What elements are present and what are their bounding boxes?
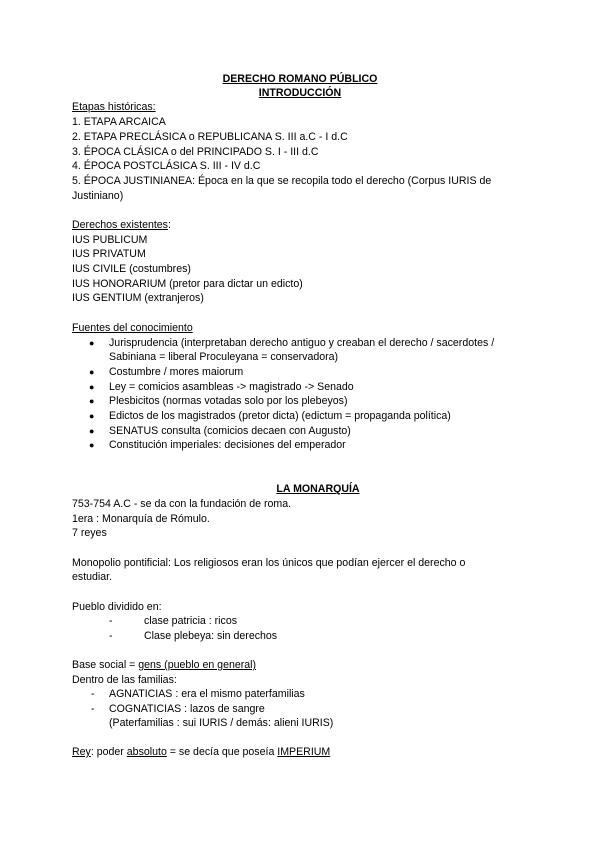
rey-text: = se decía que poseía: [166, 746, 278, 758]
bullet-icon: ●: [89, 338, 95, 348]
base-social-line: [72, 659, 256, 672]
etapas-heading: Etapas históricas:: [72, 101, 156, 113]
monarquia-line: 1era : Monarquía de Rómulo.: [72, 513, 210, 525]
fuente-item: SENATUS consulta (comicios decaen con Augusto): [109, 425, 351, 437]
derechos-heading-text: Derechos existentes: [72, 219, 168, 231]
bullet-icon: ●: [89, 396, 95, 406]
familias-heading: Dentro de las familias:: [72, 674, 177, 686]
familia-note: (Paterfamilias : sui IURIS / demás: alieni IURIS): [109, 717, 334, 729]
fuente-item: Constitución imperiales: decisiones del emperador: [109, 439, 346, 451]
etapa-item: 3. ÉPOCA CLÁSICA o del PRINCIPADO S. I - III d.C: [72, 146, 319, 158]
etapa-item: 4. ÉPOCA POSTCLÁSICA S. III - IV d.C: [72, 160, 261, 172]
document-title: DERECHO ROMANO PÚBLICO: [222, 73, 378, 85]
fuente-item: Plesbicitos (normas votadas solo por los plebeyos): [109, 395, 348, 407]
derecho-item: IUS PRIVATUM: [72, 248, 146, 260]
pueblo-item: Clase plebeya: sin derechos: [144, 630, 278, 642]
derecho-item: IUS GENTIUM (extranjeros): [72, 292, 204, 304]
bullet-icon: ●: [89, 411, 95, 421]
etapa-item: 1. ETAPA ARCAICA: [72, 116, 166, 128]
familia-item: AGNATICIAS : era el mismo paterfamilias: [109, 688, 305, 700]
bullet-icon: ●: [89, 367, 95, 377]
rey-absoluto: absoluto: [126, 746, 167, 758]
familia-item: COGNATICIAS : lazos de sangre: [109, 703, 265, 715]
etapa-item-continuation: Justiniano): [72, 190, 124, 202]
rey-imperium: IMPERIUM: [277, 746, 331, 758]
monarquia-heading: LA MONARQUÍA: [276, 483, 360, 495]
derecho-item: IUS CIVILE (costumbres): [72, 263, 191, 275]
pueblo-item: clase patricia : ricos: [144, 615, 238, 627]
base-social-prefix: Base social =: [72, 659, 139, 671]
bullet-icon: ●: [89, 440, 95, 450]
fuente-item: Jurisprudencia (interpretaban derecho antiguo y creaban el derecho / sacerdotes /: [109, 337, 495, 349]
fuente-item: Costumbre / mores maiorum: [109, 366, 244, 378]
rey-text: : poder: [90, 746, 127, 758]
dash-marker: -: [109, 615, 113, 627]
derechos-heading: [72, 219, 171, 232]
pueblo-heading: Pueblo dividido en:: [72, 601, 162, 613]
dash-marker: -: [91, 703, 95, 715]
document-subtitle: INTRODUCCIÓN: [258, 87, 342, 99]
monopolio-line: Monopolio pontificial: Los religiosos eran los únicos que podían ejercer el derecho o: [72, 557, 466, 569]
fuente-item-continuation: Sabiniana = liberal Proculeyana = conservadora): [109, 351, 339, 363]
fuentes-heading: Fuentes del conocimiento: [72, 322, 193, 334]
fuente-item: Ley = comicios asambleas -> magistrado -> Senado: [109, 381, 354, 393]
monopolio-line-continuation: estudiar.: [72, 571, 113, 583]
bullet-icon: ●: [89, 382, 95, 392]
derechos-heading-colon: :: [167, 219, 171, 231]
derecho-item: IUS PUBLICUM: [72, 234, 148, 246]
monarquia-line: 753-754 A.C - se da con la fundación de roma.: [72, 498, 292, 510]
rey-word: Rey: [72, 746, 91, 758]
dash-marker: -: [91, 688, 95, 700]
bullet-icon: ●: [89, 426, 95, 436]
fuente-item: Edictos de los magistrados (pretor dicta) (edictum = propaganda política): [109, 410, 451, 422]
etapa-item: 2. ETAPA PRECLÁSICA o REPUBLICANA S. III a.C - I d.C: [72, 131, 348, 143]
etapa-item: 5. ÉPOCA JUSTINIANEA: Época en la que se recopila todo el derecho (Corpus IURIS de: [72, 175, 492, 187]
dash-marker: -: [109, 630, 113, 642]
rey-line: [72, 746, 330, 759]
monarquia-line: 7 reyes: [72, 527, 107, 539]
base-social-gens: gens (pueblo en general): [138, 659, 257, 671]
derecho-item: IUS HONORARIUM (pretor para dictar un edicto): [72, 278, 303, 290]
